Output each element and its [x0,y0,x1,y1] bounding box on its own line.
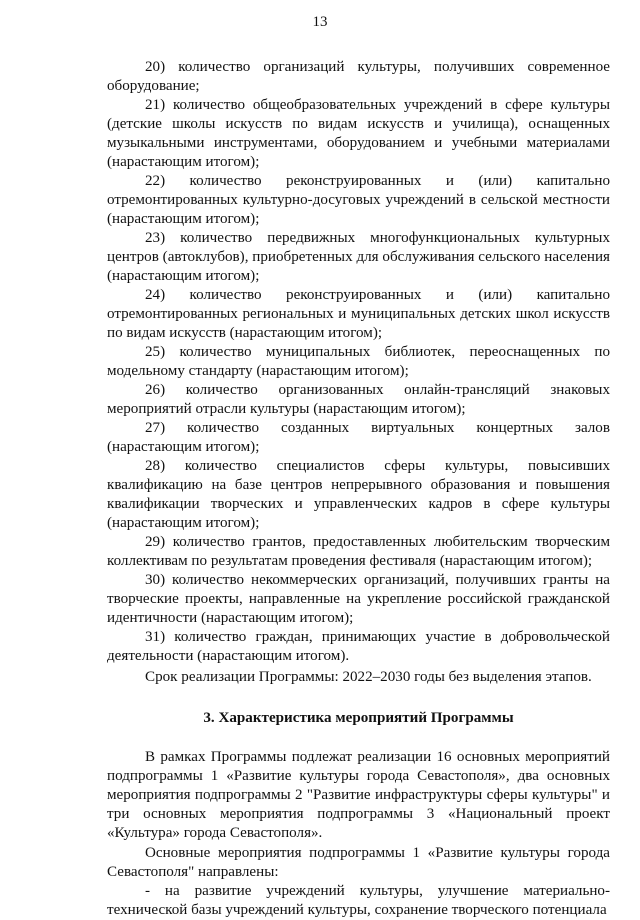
section-paragraph: - на развитие учреждений культуры, улучшение материально-технической базы учреждений культуры, сохранение творческого потенциала [107,883,610,918]
program-term-sentence: Срок реализации Программы: 2022–2030 годы без выделения этапов. [145,669,592,685]
list-item: 28) количество специалистов сферы культуры, повысивших квалификацию на базе центров непрерывного образования и повышения квалификации творческих и управленческих кадров в сфере культуры (нарастающим итогом); [107,458,610,531]
list-item: 30) количество некоммерческих организаций, получивших гранты на творческие проекты, направленные на укрепление российской гражданской идентичности (нарастающим итогом); [107,572,610,626]
list-item: 23) количество передвижных многофункциональных культурных центров (автоклубов), приобретенных для обслуживания сельского населения (нарастающим итогом); [107,230,610,284]
section-paragraph: В рамках Программы подлежат реализации 16 основных мероприятий подпрограммы 1 «Развитие культуры города Севастополя», два основных мероприятия подпрограммы 2 "Развитие инфраструктуры сферы культуры" и три основных мероприятия подпрограммы 3 «Национальный проект «Культура» города Севастополя». [107,749,610,841]
list-item: 25) количество муниципальных библиотек, переоснащенных по модельному стандарту (нарастающим итогом); [107,344,610,379]
page-number: 13 [312,14,328,30]
list-item: 29) количество грантов, предоставленных любительским творческим коллективам по результатам проведения фестиваля (нарастающим итогом); [107,534,610,569]
section-paragraph: Основные мероприятия подпрограммы 1 «Развитие культуры города Севастополя" направлены: [107,845,610,880]
list-item: 21) количество общеобразовательных учреждений в сфере культуры (детские школы искусств по видам искусств и училища), оснащенных музыкальными инструментами, оборудованием и учебными материалами (нарастающим итогом); [107,97,610,170]
list-item: 20) количество организаций культуры, получивших современное оборудование; [107,59,610,94]
section-heading: 3. Характеристика мероприятий Программы [203,710,514,726]
list-item: 27) количество созданных виртуальных концертных залов (нарастающим итогом); [107,420,610,455]
list-item: 22) количество реконструированных и (или) капитально отремонтированных культурно-досуговых учреждений в сельской местности (нарастающим итогом); [107,173,610,227]
document-body [107,58,610,920]
list-item: 26) количество организованных онлайн-трансляций знаковых мероприятий отрасли культуры (нарастающим итогом); [107,382,610,417]
list-item: 24) количество реконструированных и (или) капитально отремонтированных региональных и муниципальных детских школ искусств по видам искусств (нарастающим итогом); [107,287,610,341]
list-item: 31) количество граждан, принимающих участие в добровольческой деятельности (нарастающим итогом). [107,629,610,664]
